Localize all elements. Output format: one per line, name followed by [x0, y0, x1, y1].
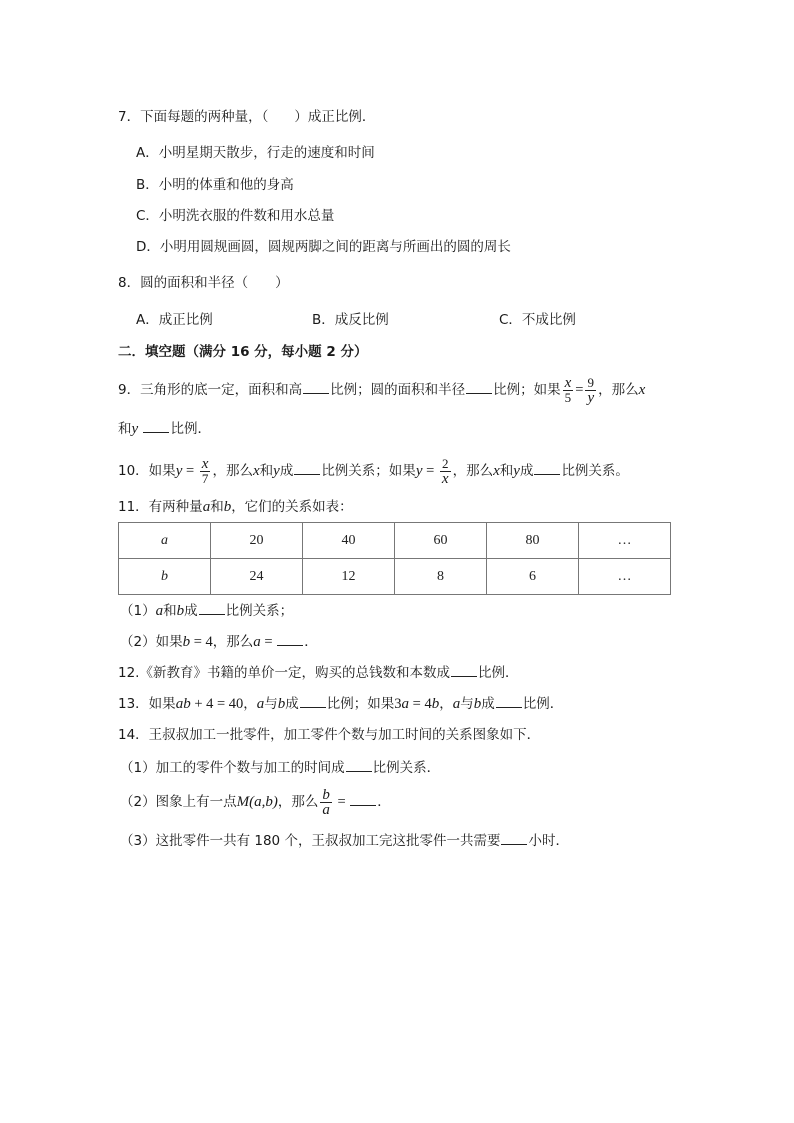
- q11-blank-2[interactable]: [277, 631, 303, 646]
- q11-s1-mid: 成: [184, 603, 198, 619]
- q9-fraction-x-over-5: [563, 376, 574, 405]
- q9-text-2: 比例；圆的面积和半径: [330, 382, 466, 398]
- table-cell: …: [579, 559, 671, 595]
- q9-blank-3[interactable]: [143, 418, 169, 433]
- q13-var-a2: a: [452, 696, 461, 712]
- q14-s3-post: 小时．: [528, 833, 569, 849]
- q9-frac2-denominator: y: [587, 389, 595, 406]
- q13-expr1-rest: + 4 = 40: [190, 696, 244, 712]
- q14-sub2: [120, 787, 391, 817]
- q7-option-a: A．小明星期天散步，行走的速度和时间: [136, 145, 375, 161]
- q13-var-a1: a: [256, 696, 265, 712]
- q10-f2-numerator: 2: [440, 457, 451, 472]
- q13-var-b2: b: [473, 696, 482, 712]
- q9-var-x: x: [638, 382, 646, 398]
- q10-f2-denominator: x: [441, 470, 449, 487]
- q9-line2-tail: 比例．: [170, 421, 211, 437]
- q9-frac1-numerator: x: [564, 374, 572, 391]
- q12-text-1: 12.《新教育》书籍的单价一定，购买的总钱数和本数成: [118, 665, 450, 681]
- q14-s3-pre: （3）这批零件一共有 180 个，王叔叔加工完这批零件一共需要: [120, 833, 501, 849]
- q13-text-5: 比例；如果: [326, 696, 395, 712]
- q10-text-7: 比例关系。: [561, 463, 629, 479]
- q9-line1: [118, 375, 645, 405]
- q11-relation-table: [118, 522, 671, 595]
- q10-f1-denominator: 7: [201, 470, 209, 486]
- q10-var-y3: y: [415, 463, 423, 479]
- q14-fraction-b-over-a: [320, 788, 332, 817]
- q7-stem: [118, 107, 375, 127]
- q13-line: [118, 693, 563, 714]
- q9-text-3: 比例；如果: [493, 382, 561, 398]
- q13-var-b1: b: [277, 696, 286, 712]
- q14-s1-post: 比例关系．: [372, 760, 441, 776]
- q10-fraction-x-over-7: [200, 457, 211, 486]
- q14-frac-numerator: b: [322, 786, 330, 803]
- q10-eq2: =: [422, 463, 438, 479]
- q11-stem: [118, 497, 353, 517]
- q9-text-4: ，那么: [598, 382, 639, 398]
- q11-s2-post: ．: [304, 634, 318, 650]
- q10-text-4: 比例关系；如果: [321, 463, 416, 479]
- q8-option-c: C．不成比例: [499, 312, 576, 328]
- q7-stem-pre: 7．下面每题的两种量，（: [118, 109, 269, 125]
- table-cell: a: [119, 523, 211, 559]
- q9-equals: =: [575, 382, 584, 398]
- q10-var-x1: x: [252, 463, 260, 479]
- q14-blank-1[interactable]: [346, 757, 372, 772]
- q11-s2-eq2: =: [260, 634, 277, 650]
- q10-var-y2: y: [273, 463, 280, 479]
- q13-blank-2[interactable]: [496, 693, 522, 708]
- q9-line2-and: 和: [118, 421, 132, 437]
- q10-text-1: 10．如果: [118, 463, 176, 479]
- q9-frac1-denominator: 5: [564, 389, 572, 405]
- q13-expr2-a: a: [401, 696, 410, 712]
- table-cell: 6: [487, 559, 579, 595]
- q7-option-c: C．小明洗衣服的件数和用水总量: [136, 208, 335, 224]
- q9-text-1: 9．三角形的底一定，面积和高: [118, 382, 303, 398]
- q14-s2-post: ．: [377, 794, 391, 810]
- table-cell: 60: [395, 523, 487, 559]
- q11-s2-b: b: [182, 634, 191, 650]
- q10-text-5: ，那么: [452, 463, 494, 479]
- q14-s2-pre: （2）图象上有一点: [120, 794, 237, 810]
- q13-expr1-ab: ab: [175, 696, 191, 712]
- table-row: [119, 523, 671, 559]
- q9-blank-1[interactable]: [303, 379, 329, 394]
- q14-frac-denominator: a: [322, 801, 330, 818]
- q11-text-1: 11．有两种量: [118, 499, 203, 515]
- q10-var-x2: x: [493, 463, 500, 479]
- q14-blank-3[interactable]: [501, 830, 527, 845]
- q14-s2-eq: =: [333, 794, 350, 810]
- q14-s2-coords: (a,b): [249, 794, 278, 810]
- q11-blank-1[interactable]: [199, 600, 225, 615]
- table-cell: …: [579, 523, 671, 559]
- q11-sub1: [120, 600, 293, 621]
- q10-var-y1: y: [175, 463, 183, 479]
- q10-fraction-2-over-x: [440, 457, 451, 486]
- q13-text-9: 比例．: [522, 696, 564, 712]
- table-cell: 20: [211, 523, 303, 559]
- table-cell: 80: [487, 523, 579, 559]
- q10-line: [118, 455, 629, 487]
- q13-text-2: ，: [243, 696, 257, 712]
- q8-stem: 8．圆的面积和半径（ ）: [118, 275, 289, 291]
- q12-blank[interactable]: [451, 662, 477, 677]
- q13-text-8: 成: [481, 696, 495, 712]
- table-cell: 24: [211, 559, 303, 595]
- q10-eq1: =: [182, 463, 198, 479]
- q11-s1-and: 和: [163, 603, 177, 619]
- q10-and2: 和: [499, 463, 514, 479]
- table-cell: 8: [395, 559, 487, 595]
- q11-s2-mid: ，那么: [212, 634, 254, 650]
- q11-s2-eq: = 4: [190, 634, 213, 650]
- q11-var-a: a: [202, 499, 211, 515]
- q10-blank-2[interactable]: [534, 460, 560, 475]
- q10-f1-numerator: x: [201, 455, 209, 472]
- table-cell: 12: [303, 559, 395, 595]
- q13-text-3: 与: [264, 696, 278, 712]
- table-row: [119, 559, 671, 595]
- q10-text-2: ，那么: [212, 463, 253, 479]
- q14-sub3: [120, 830, 569, 851]
- q11-s1-a: a: [155, 603, 164, 619]
- q13-expr2-b: b: [431, 696, 440, 712]
- q9-frac2-numerator: 9: [585, 376, 596, 391]
- q7-option-d: D．小明用圆规画圆，圆规两脚之间的距离与所画出的圆的周长: [136, 239, 511, 255]
- q11-s2-pre: （2）如果: [120, 634, 183, 650]
- q10-and1: 和: [259, 463, 274, 479]
- q11-s1-b: b: [176, 603, 185, 619]
- q9-var-y: y: [131, 421, 139, 437]
- q12-text-2: 比例．: [477, 665, 519, 681]
- q13-text-6: ，: [439, 696, 453, 712]
- table-cell: b: [119, 559, 211, 595]
- q10-blank-1[interactable]: [294, 460, 320, 475]
- q11-s2-a: a: [253, 634, 261, 650]
- q8-option-a: A．成正比例: [136, 312, 213, 328]
- q11-var-b: b: [223, 499, 232, 515]
- q14-stem: 14．王叔叔加工一批零件，加工零件个数与加工时间的关系图象如下．: [118, 727, 541, 743]
- q14-blank-2[interactable]: [350, 791, 376, 806]
- q13-text-1: 13．如果: [118, 696, 176, 712]
- q10-var-y4: y: [513, 463, 520, 479]
- q14-s1-pre: （1）加工的零件个数与加工的时间成: [120, 760, 345, 776]
- q13-expr2-3: 3: [394, 696, 402, 712]
- q13-expr2-eq4: = 4: [409, 696, 432, 712]
- q10-text-3: 成: [279, 463, 294, 479]
- q11-and: 和: [210, 499, 224, 515]
- q11-s1-pre: （1）: [120, 603, 156, 619]
- q11-text-2: ，它们的关系如表：: [231, 499, 353, 515]
- q12-line: [118, 662, 518, 683]
- section-2-title: 二．填空题（满分 16 分，每小题 2 分）: [118, 344, 368, 360]
- q9-line2: [118, 418, 211, 439]
- q7-option-b: B．小明的体重和他的身高: [136, 177, 294, 193]
- q11-sub2: [120, 631, 318, 652]
- q10-text-6: 成: [519, 463, 534, 479]
- q14-s2-mid: ，那么: [277, 794, 319, 810]
- q13-blank-1[interactable]: [300, 693, 326, 708]
- q8-option-b: B．成反比例: [312, 312, 389, 328]
- q11-s1-post: 比例关系；: [225, 603, 294, 619]
- table-cell: 40: [303, 523, 395, 559]
- q13-text-7: 与: [460, 696, 474, 712]
- q9-blank-2[interactable]: [466, 379, 492, 394]
- q7-stem-post: ）成正比例．: [294, 109, 376, 125]
- q14-s2-point-M: M: [236, 794, 250, 810]
- q13-text-4: 成: [285, 696, 299, 712]
- q9-fraction-9-over-y: [585, 376, 596, 405]
- q14-sub1: [120, 757, 440, 778]
